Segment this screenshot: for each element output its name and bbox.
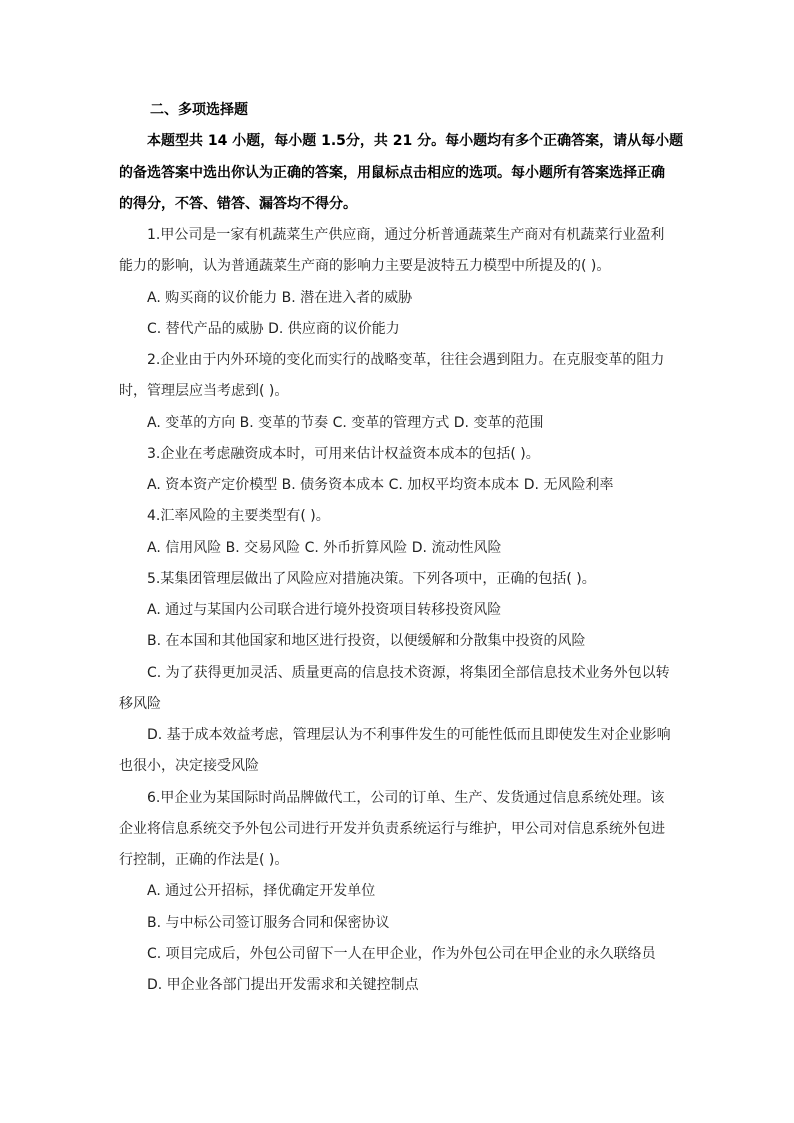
document-page <box>119 95 684 1001</box>
answer-option[interactable]: A. 通过与某国内公司联合进行境外投资项目转移投资风险 <box>147 602 502 618</box>
instruction-line: 的得分，不答、错答、漏答均不得分。 <box>119 195 357 212</box>
answer-option[interactable]: A. 信用风险 B. 交易风险 C. 外币折算风险 D. 流动性风险 <box>147 539 502 556</box>
section-instructions <box>119 126 684 220</box>
instruction-line: 的备选答案中选出你认为正确的答案，用鼠标点击相应的选项。每小题所有答案选择正确 <box>119 164 665 181</box>
question-stem-line: 时，管理层应当考虑到( )。 <box>119 383 289 400</box>
question-2 <box>119 345 665 439</box>
answer-option[interactable]: A. 通过公开招标，择优确定开发单位 <box>147 883 376 900</box>
instruction-line: 本题型共 14 小题，每小题 1.5分，共 21 分。每小题均有多个正确答案，请从每小题 <box>147 133 684 150</box>
answer-option[interactable]: A. 资本资产定价模型 B. 债务资本成本 C. 加权平均资本成本 D. 无风险利率 <box>147 477 614 493</box>
answer-option[interactable]: C. 为了获得更加灵活、质量更高的信息技术资源，将集团全部信息技术业务外包以转 <box>147 664 670 681</box>
answer-option[interactable]: C. 项目完成后，外包公司留下一人在甲企业，作为外包公司在甲企业的永久联络员 <box>147 945 656 962</box>
answer-option[interactable]: C. 替代产品的威胁 D. 供应商的议价能力 <box>147 320 400 337</box>
answer-option[interactable]: 移风险 <box>119 695 161 712</box>
question-stem-line: 1.甲公司是一家有机蔬菜生产供应商，通过分析普通蔬菜生产商对有机蔬菜行业盈利 <box>147 227 665 243</box>
question-stem-line: 5.某集团管理层做出了风险应对措施决策。下列各项中，正确的包括( )。 <box>147 570 596 587</box>
answer-option[interactable]: 也很小，决定接受风险 <box>119 758 259 775</box>
question-list <box>119 220 671 1001</box>
answer-option[interactable]: B. 在本国和其他国家和地区进行投资，以便缓解和分散集中投资的风险 <box>147 633 586 650</box>
question-stem-line: 能力的影响，认为普通蔬菜生产商的影响力主要是波特五力模型中所提及的( )。 <box>119 258 611 275</box>
question-3 <box>119 439 619 502</box>
answer-option[interactable]: D. 甲企业各部门提出开发需求和关键控制点 <box>147 977 419 993</box>
question-stem-line: 企业将信息系统交予外包公司进行开发并负责系统运行与维护，甲公司对信息系统外包进 <box>119 820 665 837</box>
answer-option[interactable]: B. 与中标公司签订服务合同和保密协议 <box>147 914 390 931</box>
answer-option[interactable]: D. 基于成本效益考虑，管理层认为不利事件发生的可能性低而且即使发生对企业影响 <box>147 727 671 743</box>
question-4 <box>119 501 619 564</box>
question-stem-line: 6.甲企业为某国际时尚品牌做代工，公司的订单、生产、发货通过信息系统处理。该 <box>147 789 665 806</box>
question-1 <box>119 220 665 345</box>
question-5 <box>119 564 671 783</box>
question-stem-line: 行控制，正确的作法是( )。 <box>119 852 289 868</box>
question-stem-line: 4.汇率风险的主要类型有( )。 <box>147 508 330 525</box>
question-stem-line: 2.企业由于内外环境的变化而实行的战略变革，往往会遇到阻力。在克服变革的阻力 <box>147 352 665 368</box>
question-6 <box>119 783 665 1002</box>
answer-option[interactable]: A. 变革的方向 B. 变革的节奏 C. 变革的管理方式 D. 变革的范围 <box>147 414 544 431</box>
question-stem-line: 3.企业在考虑融资成本时，可用来估计权益资本成本的包括( )。 <box>147 445 540 462</box>
section-heading: 二、多项选择题 <box>150 102 248 118</box>
answer-option[interactable]: A. 购买商的议价能力 B. 潜在进入者的威胁 <box>147 289 413 306</box>
